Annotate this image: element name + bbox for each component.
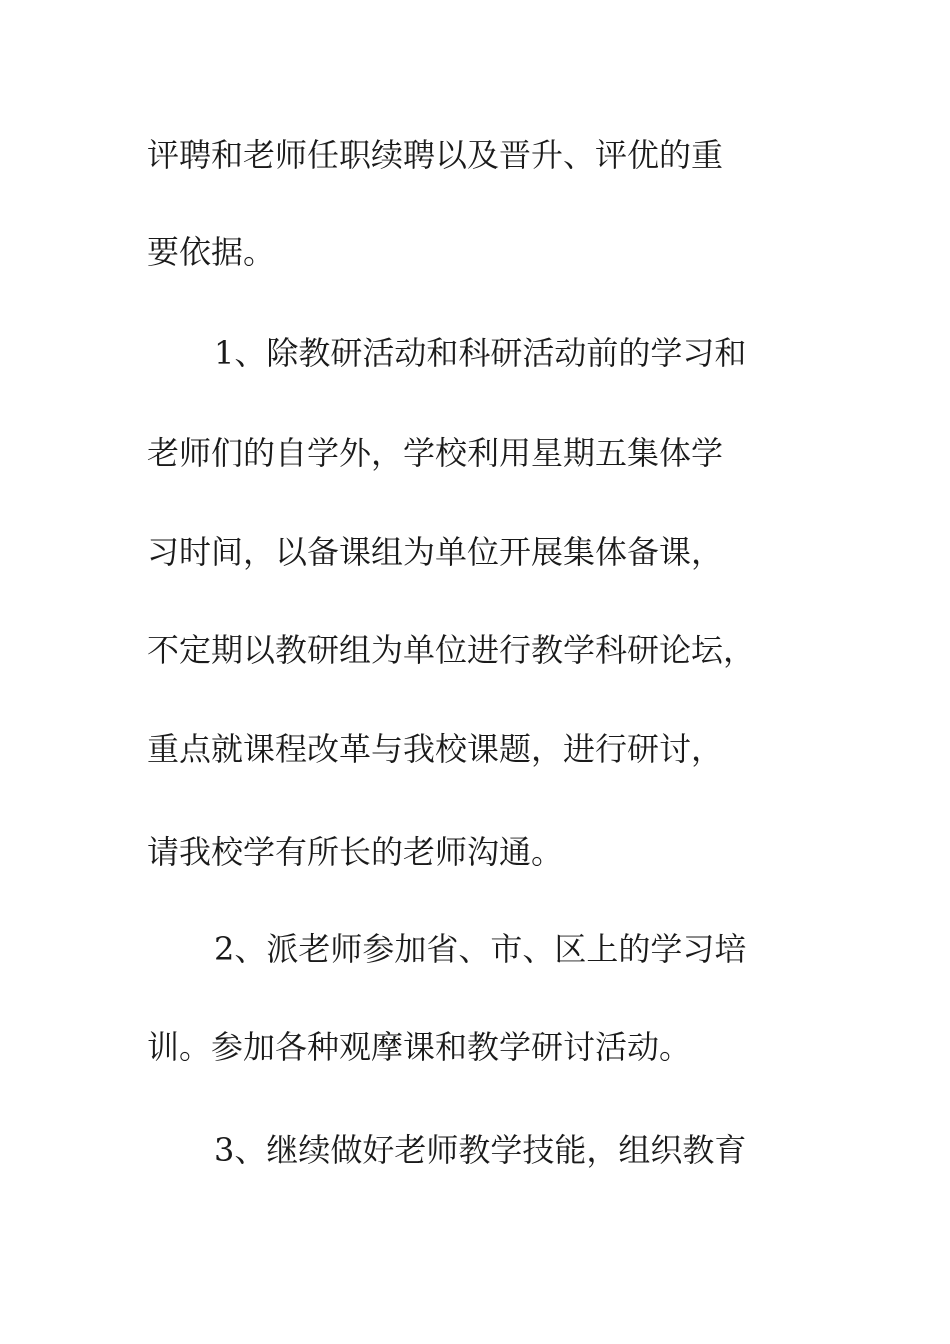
paragraph-line: 2、派老师参加省、市、区上的学习培 <box>214 930 747 968</box>
paragraph-line: 老师们的自学外，学校利用星期五集体学 <box>147 434 724 472</box>
paragraph-line: 重点就课程改革与我校课题，进行研讨， <box>147 730 724 768</box>
paragraph-line: 评聘和老师任职续聘以及晋升、评优的重 <box>147 136 724 174</box>
paragraph-line: 请我校学有所长的老师沟通。 <box>147 833 564 871</box>
paragraph-line: 训。参加各种观摩课和教学研讨活动。 <box>147 1028 692 1066</box>
paragraph-line: 1、除教研活动和科研活动前的学习和 <box>214 334 747 372</box>
paragraph-line: 要依据。 <box>147 233 276 271</box>
paragraph-line: 3、继续做好老师教学技能，组织教育 <box>214 1131 747 1169</box>
paragraph-line: 不定期以教研组为单位进行教学科研论坛， <box>147 631 756 669</box>
paragraph-line: 习时间，以备课组为单位开展集体备课， <box>147 533 724 571</box>
